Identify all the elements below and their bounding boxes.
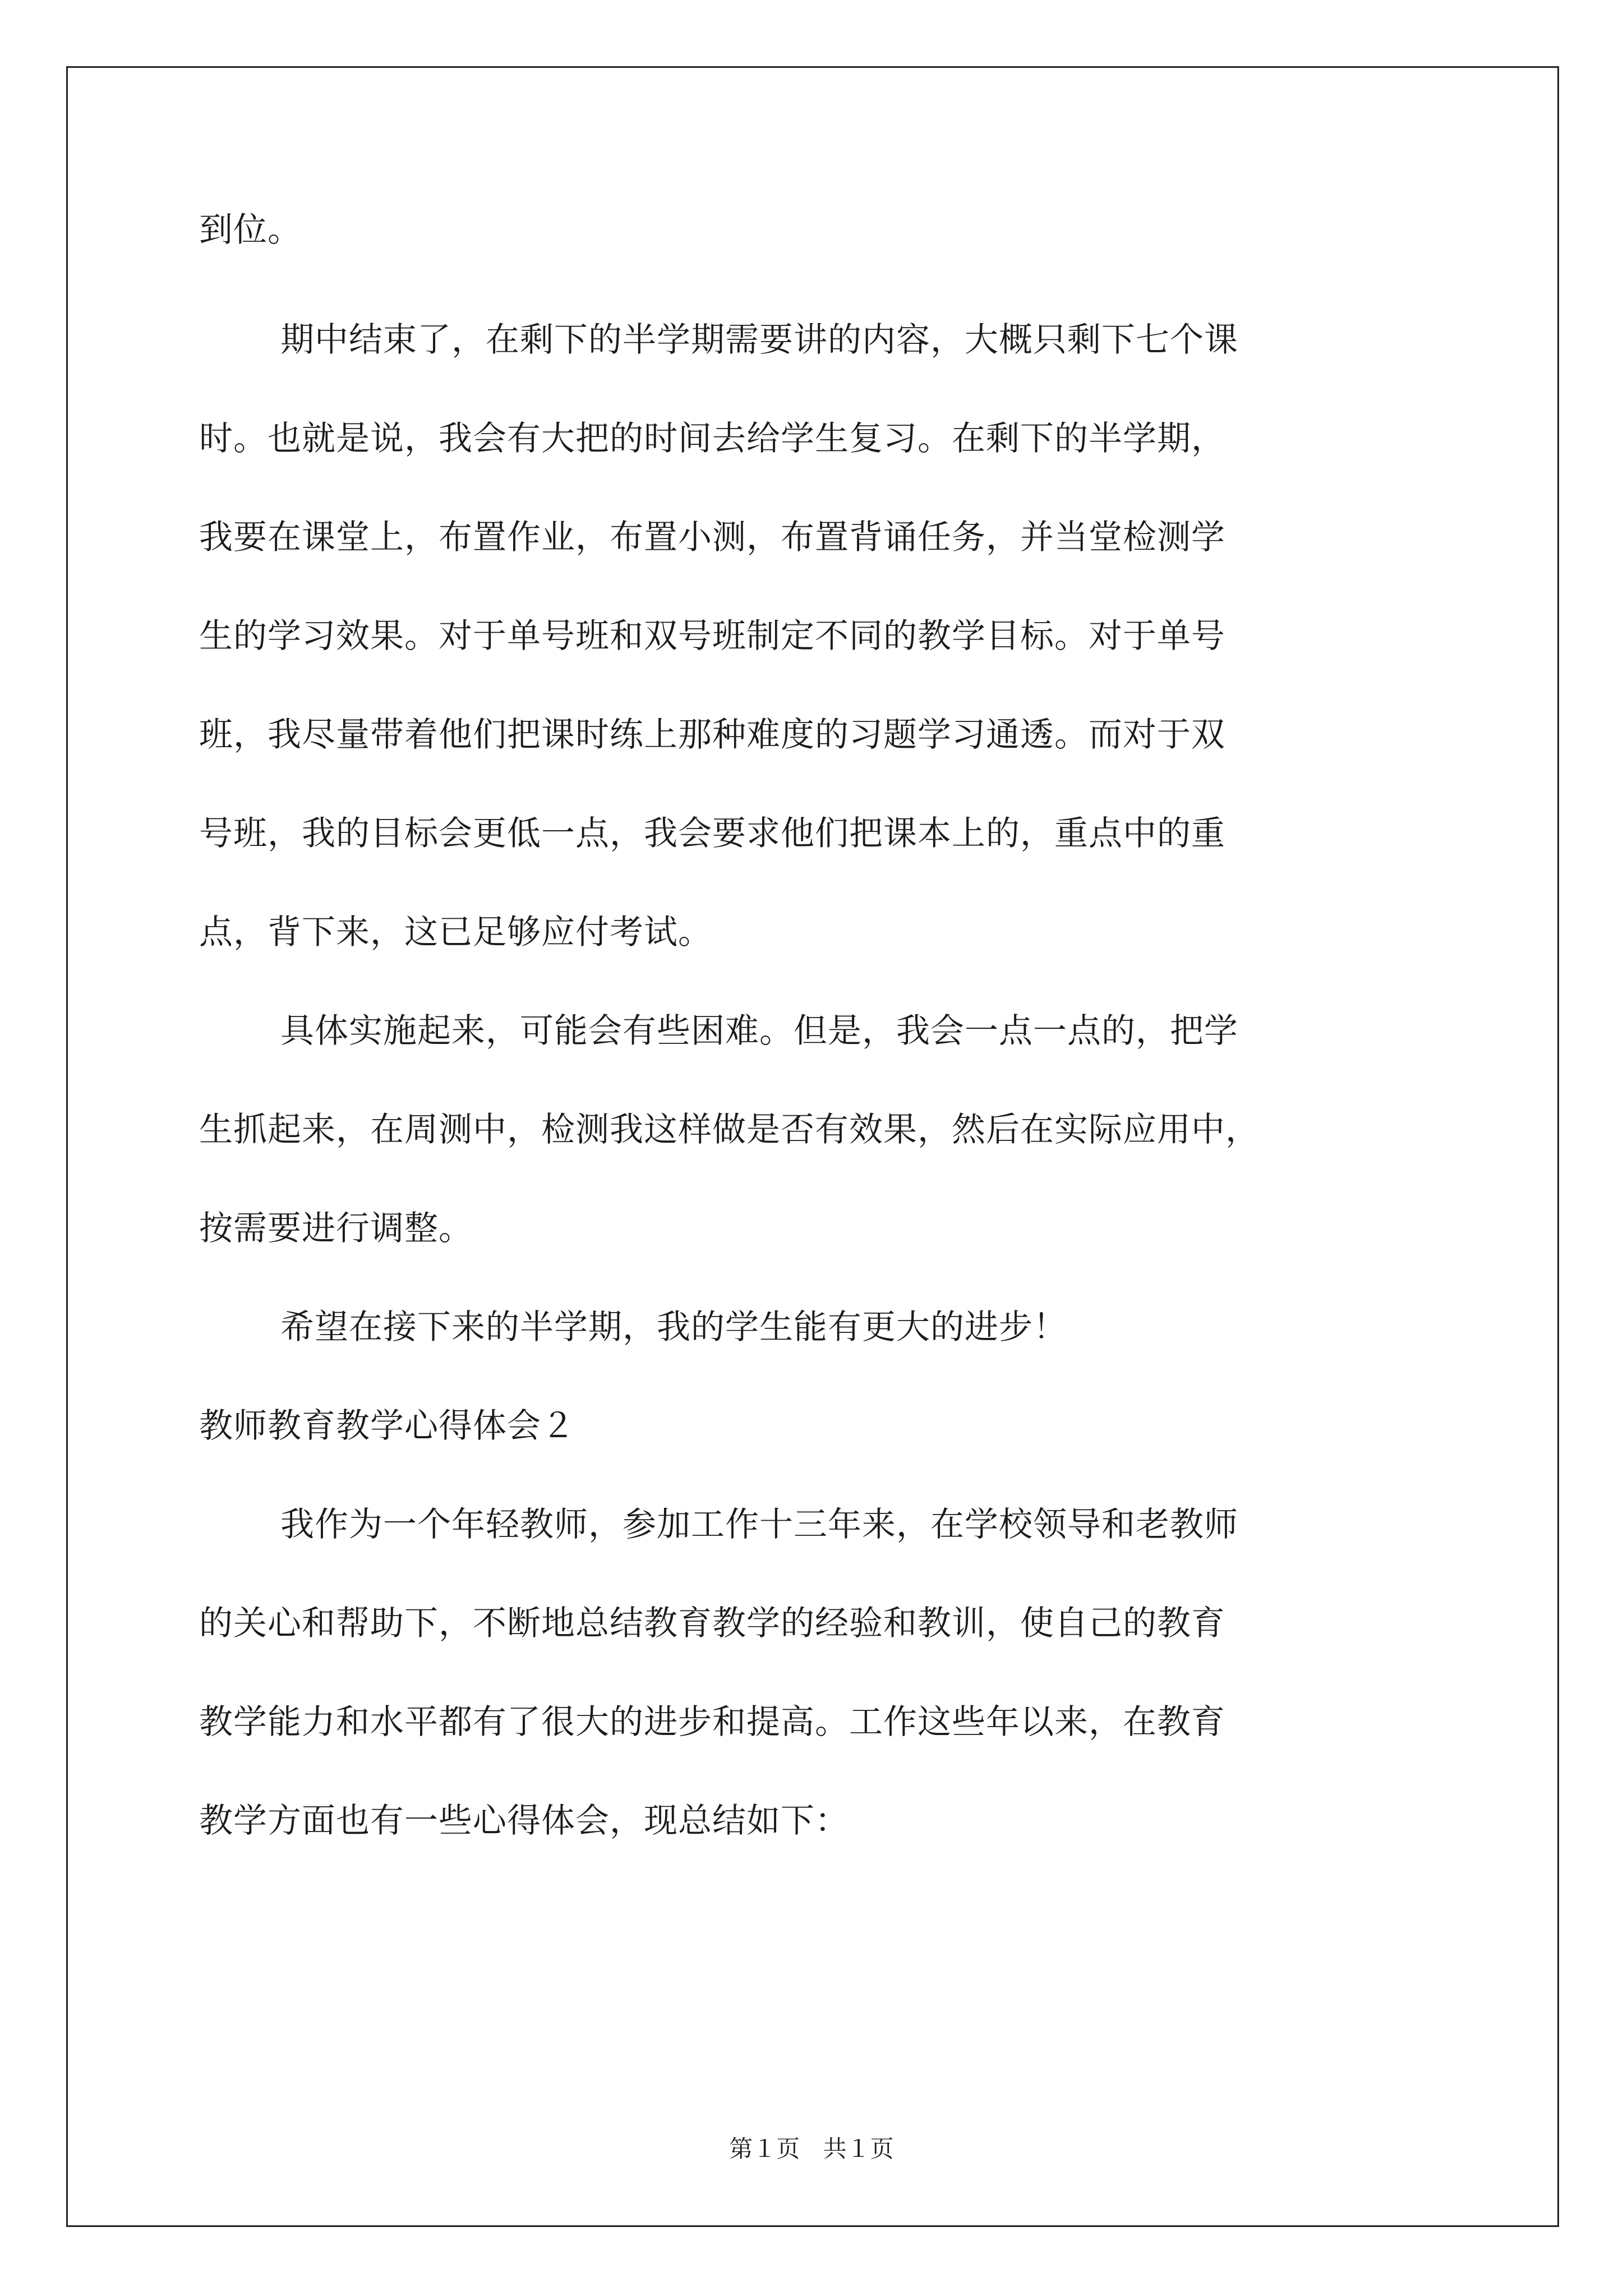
text-line: 我要在课堂上，布置作业，布置小测，布置背诵任务，并当堂检测学 — [199, 518, 1225, 557]
text-line: 希望在接下来的半学期，我的学生能有更大的进步！ — [280, 1308, 1067, 1347]
text-line: 时。也就是说，我会有大把的时间去给学生复习。在剩下的半学期， — [199, 419, 1225, 458]
text-line: 具体实施起来，可能会有些困难。但是，我会一点一点的，把学 — [280, 1011, 1238, 1051]
text-line: 号班，我的目标会更低一点，我会要求他们把课本上的，重点中的重 — [199, 814, 1225, 853]
text-line: 到位。 — [199, 210, 302, 250]
text-line: 的关心和帮助下，不断地总结教育教学的经验和教训，使自己的教育 — [199, 1604, 1225, 1643]
text-line: 教学能力和水平都有了很大的进步和提高。工作这些年以来，在教育 — [199, 1703, 1225, 1742]
page-total: 共１页 — [823, 2135, 894, 2162]
text-line: 班，我尽量带着他们把课时练上那种难度的习题学习通透。而对于双 — [199, 715, 1225, 754]
section-heading: 教师教育教学心得体会２ — [199, 1406, 575, 1446]
text-line: 我作为一个年轻教师，参加工作十三年来，在学校领导和老教师 — [280, 1505, 1238, 1544]
page-number: 第１页 — [729, 2135, 800, 2162]
text-line: 生抓起来，在周测中，检测我这样做是否有效果，然后在实际应用中， — [199, 1110, 1260, 1149]
text-line: 生的学习效果。对于单号班和双号班制定不同的教学目标。对于单号 — [199, 616, 1225, 656]
text-line: 教学方面也有一些心得体会，现总结如下： — [199, 1801, 849, 1841]
page-footer — [0, 2137, 1623, 2161]
text-line: 点，背下来，这已足够应付考试。 — [199, 913, 712, 952]
text-line: 按需要进行调整。 — [199, 1209, 473, 1248]
text-line: 期中结束了，在剩下的半学期需要讲的内容，大概只剩下七个课 — [280, 320, 1238, 360]
